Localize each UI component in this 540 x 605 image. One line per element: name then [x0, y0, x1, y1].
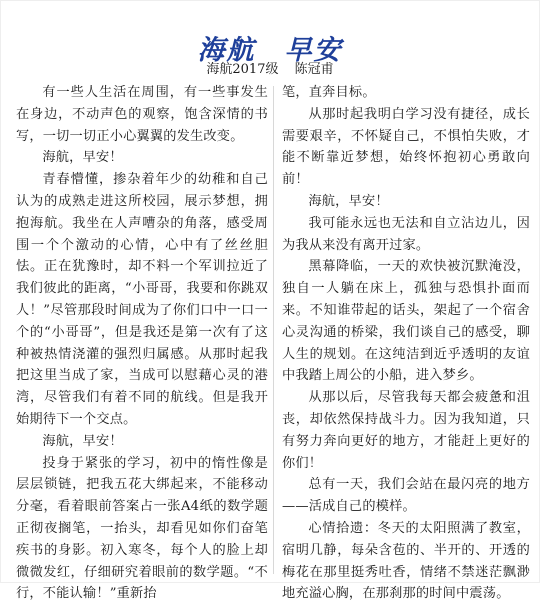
- paragraph: 总有一天，我们会站在最闪亮的地方——活成自己的模样。: [282, 477, 530, 515]
- paragraph: 海航，早安！: [42, 433, 123, 449]
- byline: [0, 58, 540, 77]
- paragraph: 海航，早安！: [42, 150, 123, 166]
- paragraph-continuation: 笔，直奔目标。: [282, 85, 376, 100]
- paragraph: 有一些人生活在周围，有一些事发生在身边，不动声色的观察，饱含深情的书写，一切一切正小心翼翼的发生改变。: [16, 85, 268, 144]
- paragraph: 我可能永远也无法和自立沾边儿，因为我从来没有离开过家。: [282, 215, 530, 253]
- left-column: [16, 82, 268, 605]
- paragraph: 从那以后，尽管我每天都会疲惫和沮丧，却依然保持战斗力。因为我知道，只有努力奔向更好的地方，才能赶上更好的你们！: [282, 390, 530, 471]
- paragraph: 海航，早安！: [308, 193, 389, 209]
- paragraph: 心情拾遗：冬天的太阳照满了教室，宿明几静，每朵含苞的、半开的、开透的梅花在那里挺秀吐香，情绪不禁迷茫飘渺地充溢心胸，在那刹那的时间中震荡。: [282, 520, 530, 602]
- article-title: 海航 早安: [197, 35, 343, 67]
- byline-author: 陈冠甫: [294, 62, 334, 77]
- paragraph: 从那时起我明白学习没有捷径，成长需要艰辛，不怀疑自己，不惧怕失败，才能不断靠近梦想，始终怀抱初心勇敢向前！: [282, 106, 530, 188]
- column-divider: [273, 86, 274, 574]
- paragraph: 黑幕降临，一天的欢快被沉默淹没，独自一人躺在床上，孤独与恐惧扑面而来。不知谁带起的话头，架起了一个宿舍心灵沟通的桥梁，我们谈自己的感受，聊人生的规划。在这纯洁到近乎透明的友谊中我踏上周公的小船，进入梦乡。: [282, 259, 530, 384]
- byline-class: 海航2017级: [206, 62, 279, 77]
- paragraph: 青春懵懂，掺杂着年少的幼稚和自己认为的成熟走进这所校园，展示梦想，拥抱海航。我坐在人声嘈杂的角落，感受周围一个个激动的心情，心中有了丝丝胆怯。正在犹豫时，却不料一个军训拉近了我们彼此的距离，“小哥哥，我要和你跳双人！”尽管那段时间成为了你们口中一口一个的“小哥哥”，但是我还是第一次有了这种被热情浇灌的强烈归属感。从那时起我把这里当成了家，当成可以慰藉心灵的港湾，尽管我们有着不同的航线。但是我开始期待下一个交点。: [16, 172, 268, 427]
- right-column: [282, 82, 530, 605]
- paragraph: 投身于紧张的学习，初中的惰性像是层层锁链，把我五花大绑起来，不能移动分毫，看着眼前答案占一张A4纸的数学题正彻夜搁笔，一抬头，却看见如你们奋笔疾书的身影。初入寒冬，每个人的脸上却微微发红，仔细研究着眼前的数学题。“不行，不能认输！”重新抬: [16, 455, 268, 602]
